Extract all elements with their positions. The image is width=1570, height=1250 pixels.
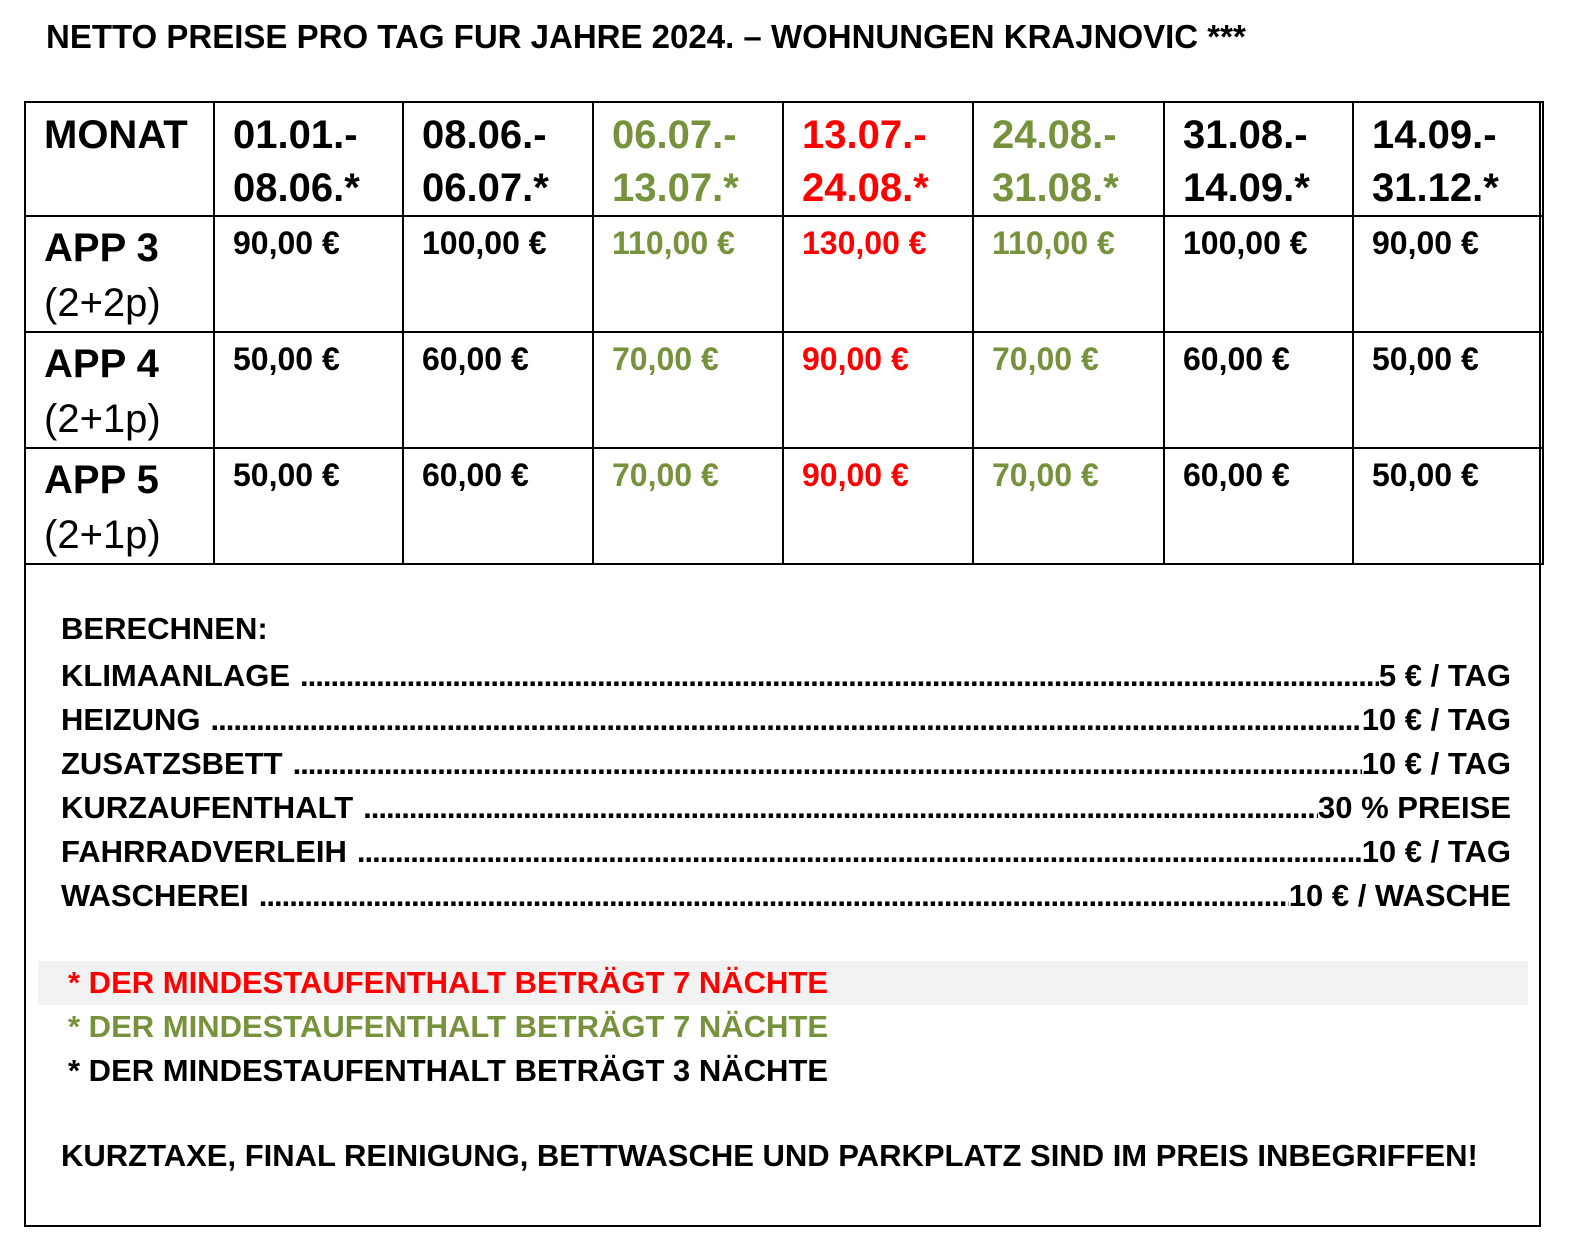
price-cell: 60,00 € xyxy=(403,448,593,564)
price-cell: 130,00 € xyxy=(783,216,973,332)
extra-item-name: WASCHEREI xyxy=(61,878,249,913)
price-cell: 110,00 € xyxy=(973,216,1164,332)
period-start: 24.08.- xyxy=(992,113,1117,157)
apartment-capacity: (2+2p) xyxy=(44,281,161,325)
period-header xyxy=(973,102,1164,216)
period-header xyxy=(593,102,783,216)
period-start: 06.07.- xyxy=(612,113,737,157)
price-cell: 90,00 € xyxy=(1353,216,1543,332)
page-title: NETTO PREISE PRO TAG FUR JAHRE 2024. – WOHNUNGEN KRAJNOVIC *** xyxy=(46,18,1246,55)
apartment-name: APP 4 xyxy=(44,342,159,386)
period-end: 31.12.* xyxy=(1372,166,1499,210)
apartment-cell xyxy=(25,216,214,332)
period-start: 01.01.- xyxy=(233,113,358,157)
extra-item xyxy=(61,654,1511,698)
period-header xyxy=(214,102,403,216)
included-services-note: KURZTAXE, FINAL REINIGUNG, BETTWASCHE UND PARKPLATZ SIND IM PREIS INBEGRIFFEN! xyxy=(61,1138,1478,1173)
price-cell: 60,00 € xyxy=(1164,448,1353,564)
price-cell: 100,00 € xyxy=(403,216,593,332)
price-cell: 100,00 € xyxy=(1164,216,1353,332)
period-end: 13.07.* xyxy=(612,166,739,210)
extra-item-name: KLIMAANLAGE xyxy=(61,658,291,693)
extra-item-name: HEIZUNG xyxy=(61,702,201,737)
dot-leader xyxy=(300,654,1379,698)
min-stay-note-red: * DER MINDESTAUFENTHALT BETRÄGT 7 NÄCHTE xyxy=(38,961,1528,1005)
extra-item xyxy=(61,830,1511,874)
dot-leader xyxy=(357,830,1362,874)
period-header xyxy=(1353,102,1543,216)
extra-item-name: FAHRRADVERLEIH xyxy=(61,834,347,869)
extra-item-price: 10 € / WASCHE xyxy=(1288,878,1511,913)
period-start: 13.07.- xyxy=(802,113,927,157)
price-cell: 60,00 € xyxy=(1164,332,1353,448)
apartment-name: APP 3 xyxy=(44,226,159,270)
price-cell: 90,00 € xyxy=(783,332,973,448)
extra-item xyxy=(61,698,1511,742)
extra-item-price: 30 % PREISE xyxy=(1318,790,1511,825)
extra-item xyxy=(61,786,1511,830)
period-end: 08.06.* xyxy=(233,166,360,210)
period-header xyxy=(783,102,973,216)
price-cell: 70,00 € xyxy=(593,332,783,448)
table-row xyxy=(25,332,1543,448)
extras-heading: BERECHNEN: xyxy=(61,611,268,646)
price-cell: 110,00 € xyxy=(593,216,783,332)
price-cell: 50,00 € xyxy=(1353,448,1543,564)
extra-item-price: 10 € / TAG xyxy=(1361,746,1511,781)
price-cell: 70,00 € xyxy=(973,448,1164,564)
extra-item-name: KURZAUFENTHALT xyxy=(61,790,354,825)
apartment-cell xyxy=(25,332,214,448)
extra-item-price: 10 € / TAG xyxy=(1361,834,1511,869)
price-table xyxy=(24,101,1544,565)
apartment-capacity: (2+1p) xyxy=(44,397,161,441)
price-cell: 90,00 € xyxy=(783,448,973,564)
extra-item xyxy=(61,742,1511,786)
period-header xyxy=(1164,102,1353,216)
period-header xyxy=(403,102,593,216)
dot-leader xyxy=(363,786,1318,830)
extra-item-price: 10 € / TAG xyxy=(1361,702,1511,737)
extras-section xyxy=(61,610,1511,918)
price-cell: 70,00 € xyxy=(593,448,783,564)
price-cell: 60,00 € xyxy=(403,332,593,448)
price-cell: 50,00 € xyxy=(1353,332,1543,448)
header-month-label: MONAT xyxy=(25,102,214,216)
price-cell: 50,00 € xyxy=(214,448,403,564)
table-row xyxy=(25,448,1543,564)
period-start: 14.09.- xyxy=(1372,113,1497,157)
apartment-capacity: (2+1p) xyxy=(44,513,161,557)
dot-leader xyxy=(259,874,1289,918)
min-stay-note-green: * DER MINDESTAUFENTHALT BETRÄGT 7 NÄCHTE xyxy=(68,1009,829,1044)
period-start: 08.06.- xyxy=(422,113,547,157)
apartment-cell xyxy=(25,448,214,564)
price-cell: 50,00 € xyxy=(214,332,403,448)
period-start: 31.08.- xyxy=(1183,113,1308,157)
dot-leader xyxy=(293,742,1362,786)
table-header-row xyxy=(25,102,1543,216)
period-end: 06.07.* xyxy=(422,166,549,210)
apartment-name: APP 5 xyxy=(44,458,159,502)
period-end: 14.09.* xyxy=(1183,166,1310,210)
extra-item-price: 5 € / TAG xyxy=(1378,658,1511,693)
period-end: 31.08.* xyxy=(992,166,1119,210)
extra-item xyxy=(61,874,1511,918)
period-end: 24.08.* xyxy=(802,166,929,210)
extra-item-name: ZUSATZSBETT xyxy=(61,746,283,781)
min-stay-note-black: * DER MINDESTAUFENTHALT BETRÄGT 3 NÄCHTE xyxy=(68,1053,829,1088)
dot-leader xyxy=(211,698,1362,742)
price-cell: 70,00 € xyxy=(973,332,1164,448)
table-row xyxy=(25,216,1543,332)
price-cell: 90,00 € xyxy=(214,216,403,332)
